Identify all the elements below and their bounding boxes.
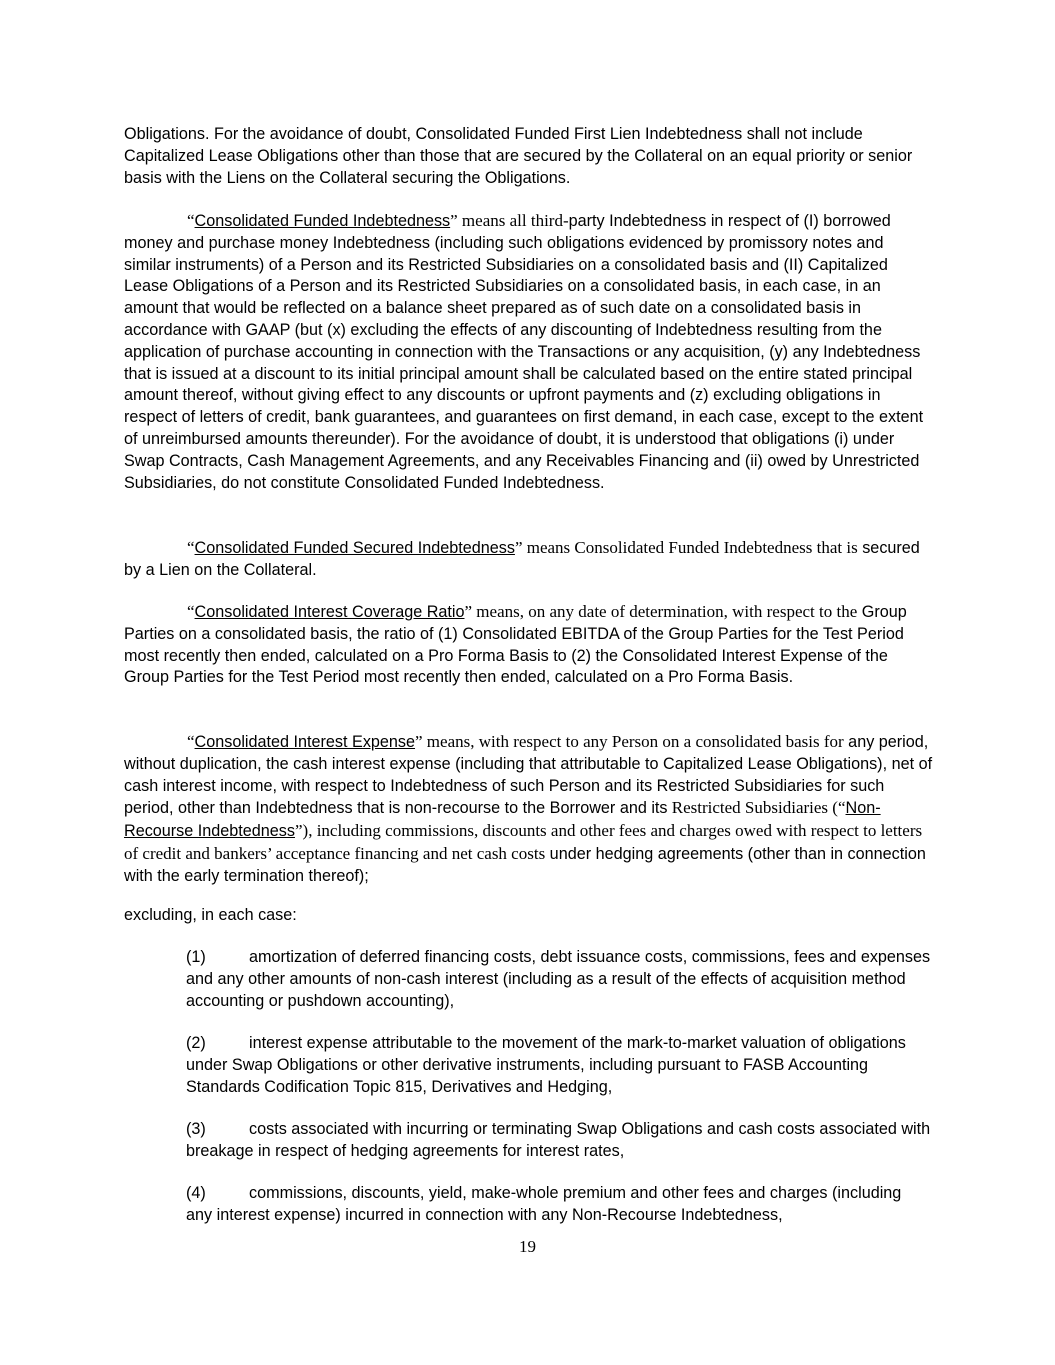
definition-lead: ” means all third-	[450, 211, 569, 230]
item-number: (4)	[186, 1184, 206, 1202]
open-quote: “	[187, 732, 195, 751]
open-quote: “	[187, 538, 195, 557]
definition-body: secured by a Lien on the Collateral.	[124, 539, 920, 579]
list-item	[186, 947, 931, 1012]
definition-body-tail: under hedging agreements (other than in connection with the early termination thereof);	[124, 844, 926, 885]
definition-lead: ” means, on any date of determination, with respect to the	[464, 602, 858, 621]
definition-body: Group Parties on a consolidated basis, the ratio of (1) Consolidated EBITDA of the Group Parties for the Test Period most recently then ended, calculated on a Pro Forma Basis to (2) the Consolidated Interest Expense of the Group Parties for the Test Period most recently then ended, calculated on a Pro Forma Basis.	[124, 603, 907, 687]
list-item	[186, 1119, 931, 1163]
definition-consolidated-funded-secured-indebtedness	[124, 537, 934, 582]
item-text: costs associated with incurring or terminating Swap Obligations and cash costs associated with breakage in respect of hedging agreements for interest rates,	[186, 1120, 931, 1160]
item-text: commissions, discounts, yield, make-whole premium and other fees and charges (including any interest expense) incurred in connection with any Non-Recourse Indebtedness,	[186, 1184, 902, 1224]
item-text: interest expense attributable to the movement of the mark-to-market valuation of obligations under Swap Obligations or other derivative instruments, including pursuant to FASB Accounting Standards Codification Topic 815, Derivatives and Hedging,	[186, 1034, 906, 1096]
definition-consolidated-funded-indebtedness	[124, 210, 934, 494]
definition-lead: ” means Consolidated Funded Indebtedness that is	[514, 538, 858, 557]
defined-term: Consolidated Funded Secured Indebtedness	[194, 539, 515, 557]
page-number: 19	[519, 1237, 536, 1256]
open-quote: “	[187, 602, 195, 621]
defined-term: Consolidated Interest Coverage Ratio	[194, 603, 465, 621]
list-item	[186, 1033, 931, 1098]
definition-body-serif: ”), including commissions, discounts and other fees and charges owed with respect to letters of credit and bankers’ acceptance financing and net cash costs	[124, 821, 923, 863]
item-text: amortization of deferred financing costs, debt issuance costs, commissions, fees and expenses and any other amounts of non-cash interest (including as a result of the effects of acquisition method accounting or pushdown accounting),	[186, 948, 931, 1010]
definition-lead: ” means, with respect to any Person on a consolidated basis for	[415, 732, 844, 751]
intro-paragraph: Obligations. For the avoidance of doubt, Consolidated Funded First Lien Indebtedness shall not include Capitalized Lease Obligations other than those that are secured by the Collateral on an equal priority or senior basis with the Liens on the Collateral securing the Obligations.	[124, 125, 913, 187]
list-item	[186, 1183, 931, 1227]
item-number: (3)	[186, 1120, 206, 1138]
excluding-lead: excluding, in each case:	[124, 906, 297, 924]
definition-body-serif: Restricted Subsidiaries (“	[667, 798, 846, 818]
definition-body: party Indebtedness in respect of (I) borrowed money and purchase money Indebtedness (including such obligations evidenced by promissory notes and similar instruments) of a Person and its Restricted Subsidiaries on a consolidated basis and (II) Capitalized Lease Obligations of a Person and its Restricted Subsidiaries on a consolidated basis, in each case, in an amount that would be reflected on a balance sheet prepared as of such date on a consolidated basis in accordance with GAAP (but (x) excluding the effects of any discounting of Indebtedness resulting from the application of purchase accounting in connection with the Transactions or any acquisition, (y) any Indebtedness that is issued at a discount to its initial principal amount shall be calculated based on the entire stated principal amount thereof, without giving effect to any discounts or upfront payments and (z) excluding obligations in respect of letters of credit, bank guarantees, and guarantees on first demand, in each case, except to the extent of unreimbursed amounts thereunder). For the avoidance of doubt, it is understood that obligations (i) under Swap Contracts, Cash Management Agreements, and any Receivables Financing and (ii) owed by Unrestricted Subsidiaries, do not constitute Consolidated Funded Indebtedness.	[124, 212, 924, 492]
item-number: (2)	[186, 1034, 206, 1052]
defined-term-non-recourse: Non-Recourse Indebtedness	[124, 799, 881, 841]
open-quote: “	[187, 211, 195, 230]
item-number: (1)	[186, 948, 206, 966]
defined-term: Consolidated Interest Expense	[194, 733, 416, 751]
definition-consolidated-interest-coverage-ratio	[124, 601, 934, 689]
defined-term: Consolidated Funded Indebtedness	[194, 212, 451, 230]
definition-body: any period, without duplication, the cash interest expense (including that attributable to Capitalized Lease Obligations), net of cash interest income, with respect to Indebtedness of such Person and its Restricted Subsidiaries for such period, other than Indebtedness that is non-recourse to the Borrower and its	[124, 733, 933, 818]
definition-consolidated-interest-expense	[124, 731, 934, 888]
